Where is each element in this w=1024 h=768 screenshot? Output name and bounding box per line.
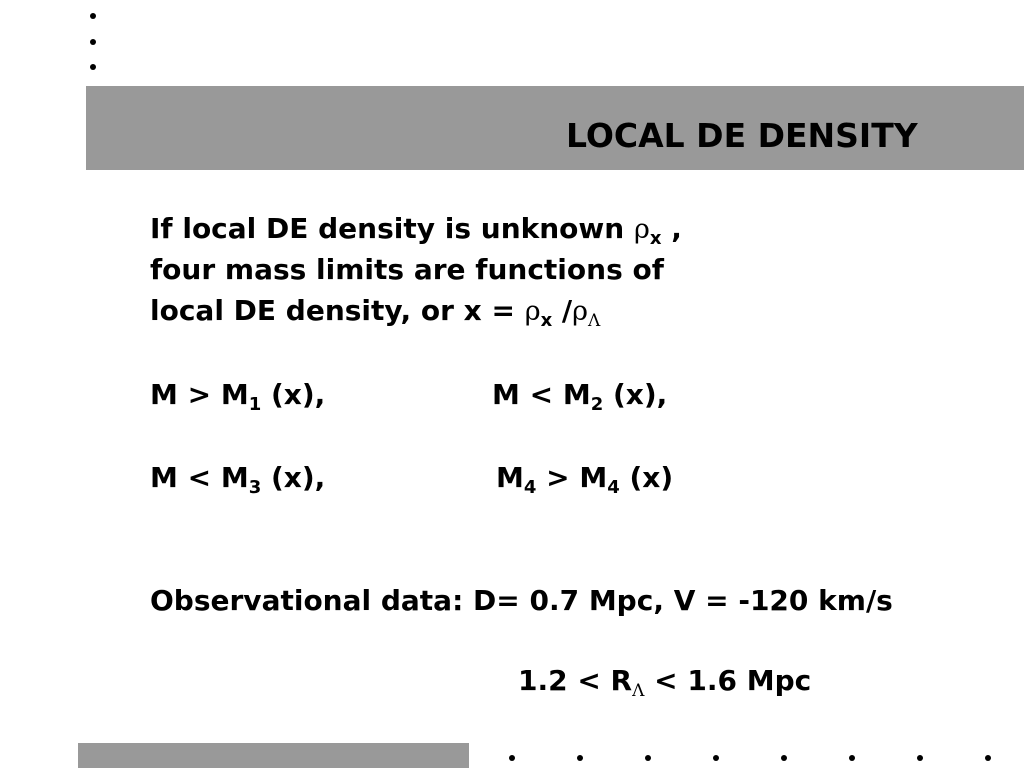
line-mass-limits: four mass limits are functions of — [150, 253, 664, 286]
slide-title: LOCAL DE DENSITY — [566, 116, 918, 155]
line-x-ratio: local DE density, or $x = \rho_x$ $/\rho_\Lambda$ — [150, 294, 601, 331]
decorative-dot-bottom-8 — [985, 755, 991, 761]
lambda-symbol: Λ — [632, 681, 645, 701]
decorative-dot-bottom-4 — [713, 755, 719, 761]
decorative-dot-bottom-2 — [577, 755, 583, 761]
decorative-dot-top-2 — [90, 39, 96, 45]
decorative-dot-top-3 — [90, 64, 96, 70]
decorative-dot-bottom-5 — [781, 755, 787, 761]
bottom-bar — [78, 743, 469, 768]
decorative-dot-bottom-7 — [917, 755, 923, 761]
line-unknown-density: If local DE density is unknown $\rho_x$ , — [150, 212, 682, 249]
mass-limit-1: $M > M_1$ (x), — [150, 378, 326, 415]
mass-limit-2: $M < M_2$ (x), — [492, 378, 668, 415]
rho-symbol: ρ — [633, 214, 650, 245]
decorative-dot-bottom-6 — [849, 755, 855, 761]
lambda-symbol: Λ — [588, 311, 601, 331]
mass-limit-4: $M_4 > M_4$ (x) — [496, 461, 674, 498]
decorative-dot-bottom-1 — [509, 755, 515, 761]
decorative-dot-top-1 — [90, 13, 96, 19]
decorative-dot-bottom-3 — [645, 755, 651, 761]
rho-symbol: ρ — [572, 296, 589, 327]
observational-data: Observational data: D= 0.7 Mpc, V = -120 km/s — [150, 584, 893, 617]
radius-range: $1.2 < R_\Lambda < 1.6$ Mpc — [518, 664, 812, 701]
mass-limit-3: $M < M_3$ (x), — [150, 461, 326, 498]
rho-symbol: ρ — [524, 296, 541, 327]
